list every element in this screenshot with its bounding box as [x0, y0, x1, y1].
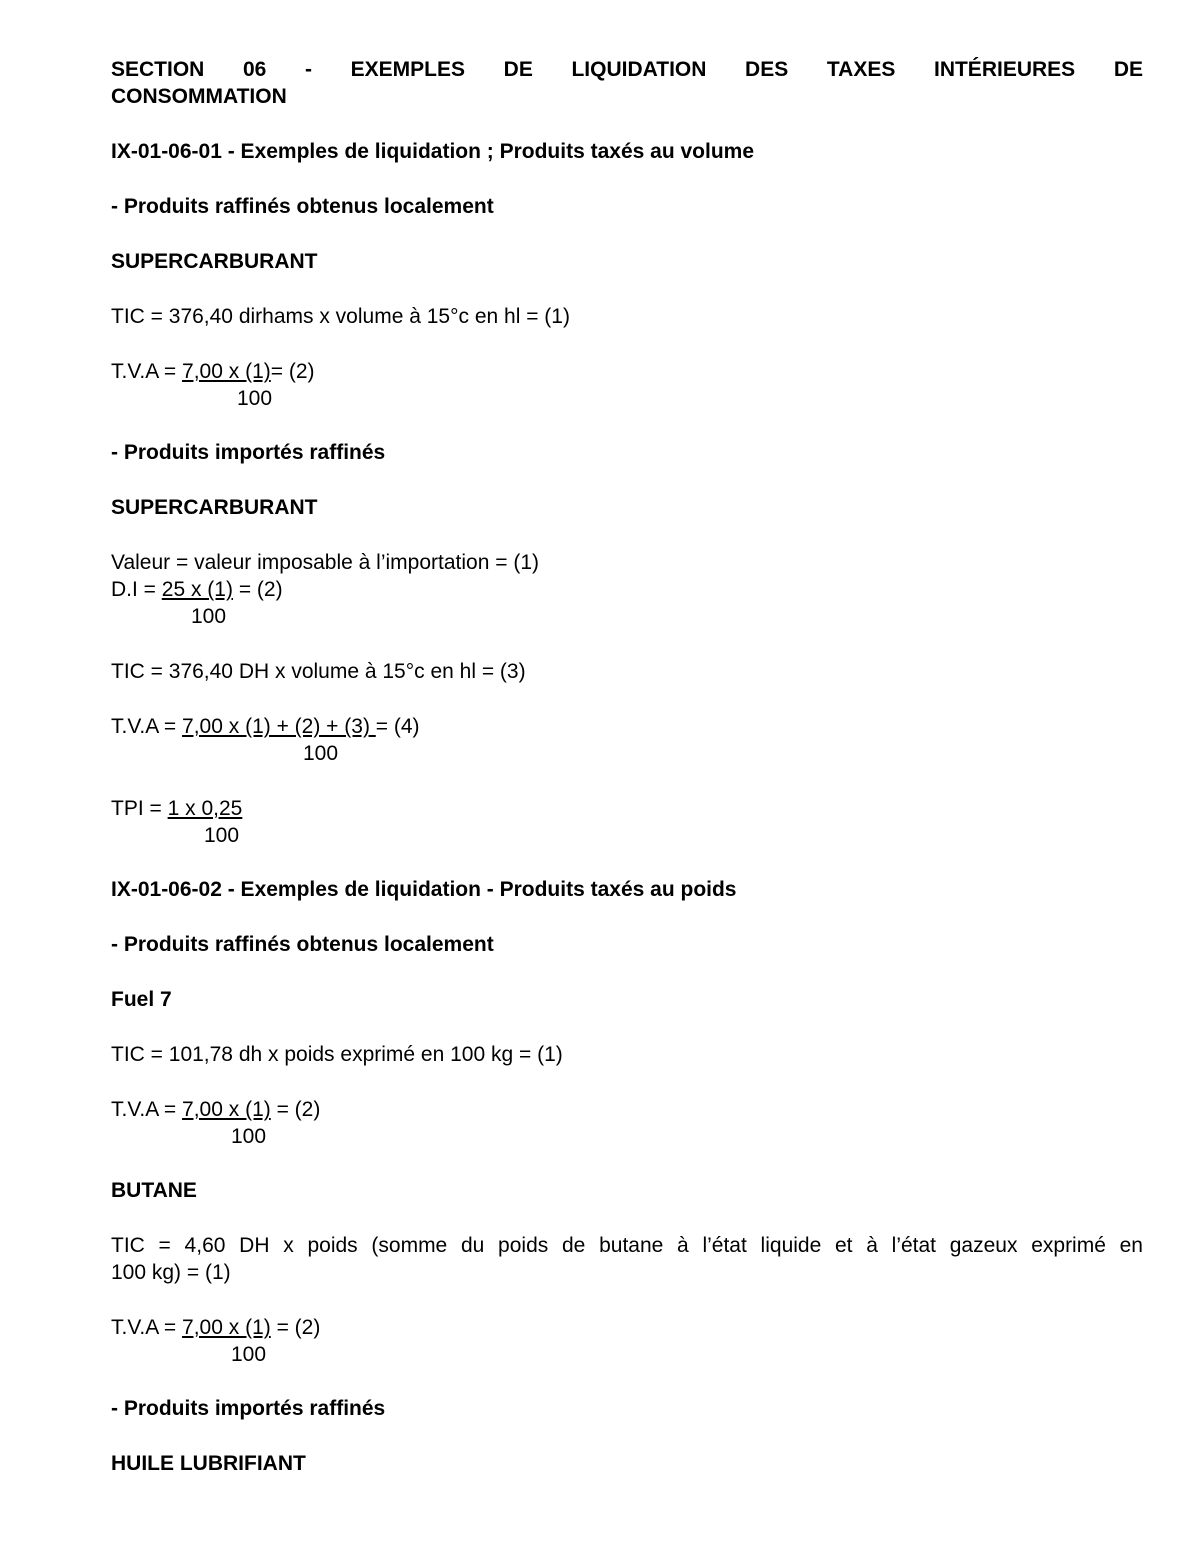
formula-valeur: Valeur = valeur imposable à l’importation = (1): [111, 551, 539, 574]
formula-result: = (2): [270, 1098, 321, 1121]
subheading-imported-products: - Produits importés raffinés: [111, 1397, 386, 1420]
formula-tic: TIC = 376,40 DH x volume à 15°c en hl = (3): [111, 660, 526, 683]
formula-tva: [111, 1097, 320, 1123]
formula-denominator: 100: [231, 1343, 267, 1366]
formula-result: = (4): [375, 715, 420, 738]
formula-numerator: 7,00 x (1) + (2) + (3): [182, 715, 376, 738]
formula-tva: [111, 714, 420, 740]
formula-numerator: 7,00 x (1): [182, 1316, 271, 1339]
section-title-continued: CONSOMMATION: [111, 85, 287, 108]
formula-numerator: 1 x 0,25: [167, 797, 243, 820]
formula-prefix: T.V.A =: [111, 715, 183, 738]
formula-tic: TIC = 376,40 dirhams x volume à 15°c en hl = (1): [111, 305, 570, 328]
formula-prefix: D.I =: [111, 578, 162, 601]
formula-result: = (2): [270, 1316, 321, 1339]
formula-denominator: 100: [237, 387, 273, 410]
formula-denominator: 100: [231, 1125, 267, 1148]
product-heading-fuel: Fuel 7: [111, 988, 172, 1011]
article-heading-volume: IX-01-06-01 - Exemples de liquidation ; Produits taxés au volume: [111, 140, 755, 163]
formula-denominator: 100: [191, 605, 227, 628]
formula-tic-line2: 100 kg) = (1): [111, 1261, 231, 1284]
subheading-local-products: - Produits raffinés obtenus localement: [111, 933, 494, 956]
subheading-imported-products: - Produits importés raffinés: [111, 441, 386, 464]
formula-tva: [111, 359, 315, 385]
formula-prefix: T.V.A =: [111, 1098, 183, 1121]
formula-numerator: 7,00 x (1): [182, 1098, 271, 1121]
formula-tic: TIC = 101,78 dh x poids exprimé en 100 kg = (1): [111, 1043, 563, 1066]
product-heading-supercarburant: SUPERCARBURANT: [111, 496, 318, 519]
product-heading-huile-lubrifiant: HUILE LUBRIFIANT: [111, 1452, 306, 1475]
formula-tic-line1: TIC = 4,60 DH x poids (somme du poids de butane à l’état liquide et à l’état gazeux exprimé en: [111, 1234, 1143, 1257]
product-heading-supercarburant: SUPERCARBURANT: [111, 250, 318, 273]
formula-result: = (2): [270, 360, 315, 383]
formula-tva: [111, 1315, 320, 1341]
section-title: SECTION 06 - EXEMPLES DE LIQUIDATION DES TAXES INTÉRIEURES DE: [111, 58, 1143, 81]
formula-prefix: TPI =: [111, 797, 168, 820]
formula-tpi: [111, 796, 242, 822]
article-heading-weight: IX-01-06-02 - Exemples de liquidation - Produits taxés au poids: [111, 878, 737, 901]
formula-numerator: 7,00 x (1): [182, 360, 271, 383]
formula-denominator: 100: [303, 742, 339, 765]
product-heading-butane: BUTANE: [111, 1179, 197, 1202]
subheading-local-products: - Produits raffinés obtenus localement: [111, 195, 494, 218]
formula-di: [111, 577, 283, 603]
formula-prefix: T.V.A =: [111, 1316, 183, 1339]
formula-numerator: 25 x (1): [161, 578, 233, 601]
formula-result: = (2): [232, 578, 283, 601]
formula-prefix: T.V.A =: [111, 360, 183, 383]
formula-denominator: 100: [204, 824, 240, 847]
